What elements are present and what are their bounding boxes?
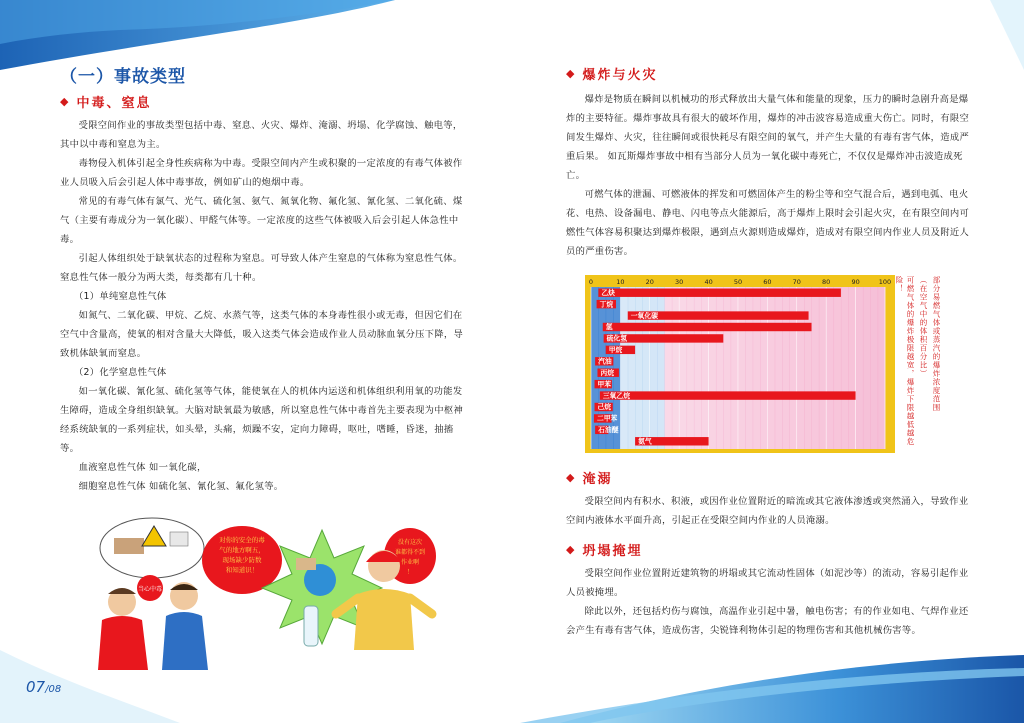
zone-band	[789, 287, 797, 449]
bar-label: 汽油	[598, 357, 612, 366]
zone-band	[687, 287, 695, 449]
cartoon-illustration	[92, 510, 462, 680]
worker-body	[162, 612, 208, 670]
zone-band	[819, 287, 827, 449]
bag-icon	[296, 558, 316, 570]
tick-label: 30	[675, 278, 684, 286]
subheading-label: 中毒、窒息	[76, 95, 152, 111]
bar-label: 三氧乙烷	[602, 391, 631, 400]
zone-band	[745, 287, 753, 449]
range-bar	[598, 289, 841, 297]
worker-body	[98, 616, 148, 670]
paragraph: 受限空间作业的事故类型包括中毒、窒息、火灾、爆炸、淹溺、坍塌、化学腐蚀、触电等，其中以中毒和窒息为主。	[60, 120, 463, 150]
svg-text:作业啊: 作业啊	[400, 559, 420, 566]
chart-note-line: 部分易燃气体或蒸汽的爆炸浓度范围	[932, 276, 941, 412]
list-heading: （2）化学窒息性气体	[73, 367, 167, 378]
zone-band	[694, 287, 702, 449]
zone-band	[591, 287, 599, 449]
subheading-explosion	[566, 62, 970, 84]
pipe-drawing	[114, 538, 144, 554]
paragraph: 可燃气体的泄漏、可燃液体的挥发和可燃固体产生的粉尘等和空气混合后，遇到电弧、电火花、电热、设备漏电、静电、闪电等点火能源后，高于爆炸上限时会引起火灾，在有限空间内可燃性气体容易积聚达到爆炸极限，遇到点火源则造成爆炸，造成对有限空间内作业人员及附近人员的严重伤害。	[566, 189, 970, 257]
right-column	[566, 62, 970, 261]
paragraph: 常见的有毒气体有氯气、光气、硫化氢、氨气、氮氧化物、氟化氢、氰化氢、二氧化硫、煤气（主要有毒成分为一氧化碳）、甲醛气体等。一定浓度的这些气体被吸入后会引起人体急性中毒。	[60, 196, 463, 245]
bar-label: 甲苯	[597, 380, 612, 389]
paragraph: 毒物侵入机体引起全身性疾病称为中毒。受限空间内产生或积聚的一定浓度的有毒气体被作业人员吸入后会引起人体中毒事故，例如矿山的炮烟中毒。	[60, 158, 463, 188]
paragraph: 血液窒息性气体 如一氧化碳，	[78, 462, 207, 473]
bottle-icon	[304, 606, 318, 646]
bar-label: 甲烷	[608, 346, 623, 355]
zone-band	[665, 287, 673, 449]
range-bar	[600, 391, 856, 399]
zone-band	[870, 287, 878, 449]
diamond-icon: ◆	[566, 542, 577, 556]
tick-label: 10	[616, 278, 625, 286]
zone-band	[716, 287, 724, 449]
zone-band	[782, 287, 790, 449]
zone-band	[613, 287, 621, 449]
bar-label: 一氧化碳	[630, 311, 658, 320]
subheading-poisoning	[60, 90, 465, 112]
zone-band	[679, 287, 687, 449]
diamond-icon: ◆	[566, 470, 577, 484]
page-number: 07/08	[26, 678, 62, 696]
svg-text:和知道识！: 和知道识！	[225, 566, 259, 574]
zone-band	[672, 287, 680, 449]
zone-band	[804, 287, 812, 449]
tick-label: 60	[763, 278, 772, 286]
zone-band	[834, 287, 842, 449]
paragraph: 细胞窒息性气体 如硫化氢、氰化氢、氟化氢等。	[78, 481, 284, 492]
zone-band	[753, 287, 761, 449]
paragraph: 如氮气、二氧化碳、甲烷、乙烷、水蒸气等，这类气体的本身毒性很小或无毒，但因它们在空气中含量高，使氧的相对含量大大降低，吸入这类气体会造成作业人员动脉血氧分压下降，导致机体缺氧而窒息。	[60, 310, 464, 359]
chart-note-line: （在空气中的体积百分比）	[919, 276, 928, 378]
right-column-lower	[566, 466, 970, 640]
tick-label: 50	[733, 278, 743, 286]
tick-label: 40	[704, 278, 713, 286]
zone-band	[701, 287, 709, 449]
chart-note-line: 可燃气体的爆炸极限越宽，爆炸下限越低越危险！	[895, 276, 915, 446]
svg-text:当心中毒: 当心中毒	[137, 586, 163, 593]
svg-text:没有这次: 没有这次	[397, 539, 423, 546]
worker-body	[354, 589, 414, 650]
svg-text:气的地方啊五，: 气的地方啊五，	[219, 546, 265, 554]
bar-label: 硫化氢	[606, 334, 628, 343]
zone-band	[620, 287, 628, 449]
zone-band	[760, 287, 768, 449]
paragraph: 引起人体组织处于缺氧状态的过程称为窒息。可导致人体产生窒息的气体称为窒息性气体。窒息性气体一般分为两大类，每类都有几十种。	[60, 253, 463, 283]
bubble1-text: 对你的安全的毒	[219, 536, 265, 544]
list-heading: （1）单纯窒息性气体	[73, 291, 167, 302]
left-column	[60, 62, 465, 496]
subheading-collapse	[566, 538, 970, 560]
subheading-drowning	[566, 466, 970, 488]
tick-label: 90	[851, 278, 860, 286]
bar-label: 氨气	[638, 437, 652, 446]
zone-band	[723, 287, 731, 449]
range-bar	[603, 323, 812, 331]
subheading-label: 爆炸与火灾	[582, 67, 658, 83]
svg-text:现场缺少防数: 现场缺少防数	[222, 556, 262, 564]
bar-label: 二甲苯	[596, 414, 618, 423]
tick-label: 0	[588, 278, 594, 286]
sign-board-icon	[170, 532, 188, 546]
zone-band	[826, 287, 834, 449]
subheading-label: 坍塌掩埋	[582, 543, 643, 559]
zone-band	[657, 287, 665, 449]
svg-text:！: ！	[406, 569, 414, 576]
paragraph: 爆炸是物质在瞬间以机械功的形式释放出大量气体和能量的现象，压力的瞬时急剧升高是爆炸的主要特征。爆炸事故具有很大的破坏作用，爆炸的冲击波容易造成重大伤亡。同时，有限空间发生爆炸、火灾，往往瞬间或很快耗尽有限空间的氧气，并产生大量的有毒有害气体，造成严重后果。 如瓦斯爆炸事故中相有当部分人员为一氧化碳中毒死亡，不仅仅是爆炸冲击波造成死亡。	[566, 94, 970, 181]
zone-band	[812, 287, 820, 449]
zone-band	[856, 287, 864, 449]
zone-band	[731, 287, 739, 449]
bar-label: 丙烷	[600, 368, 615, 377]
svg-text:谁都得不到: 谁都得不到	[394, 549, 426, 556]
section-title: （一）事故类型	[60, 67, 186, 87]
bar-label: 乙炔	[601, 288, 615, 297]
tick-label: 20	[645, 278, 654, 286]
bar-label: 石油醚	[598, 426, 619, 435]
zone-band	[709, 287, 717, 449]
zone-band	[767, 287, 775, 449]
paragraph: 受限空间内有积水、积液，或因作业位置附近的暗流或其它液体渗透或突然涌入，导致作业空间内液体水平面升高，引起正在受限空间内作业的人员淹溺。	[566, 496, 969, 526]
subheading-label: 淹溺	[582, 471, 613, 487]
bar-label: 丁烷	[599, 300, 614, 309]
bar-label: 己烷	[597, 403, 612, 412]
zone-band	[797, 287, 805, 449]
paragraph: 受限空间作业位置附近建筑物的坍塌或其它流动性固体（如泥沙等）的流动，容易引起作业人员被掩埋。	[566, 568, 969, 598]
tick-label: 70	[792, 278, 801, 286]
zone-band	[738, 287, 746, 449]
explosion-limits-chart	[585, 275, 895, 453]
zone-band	[863, 287, 871, 449]
paragraph: 除此以外，还包括灼伤与腐蚀，高温作业引起中暑，触电伤害；有的作业如电、气焊作业还会产生有毒有害气体，造成伤害，尖锐锋利物体引起的物理伤害和其他机械伤害等。	[566, 606, 969, 636]
tick-label: 80	[822, 278, 831, 286]
zone-band	[878, 287, 886, 449]
zone-band	[848, 287, 856, 449]
zone-band	[775, 287, 783, 449]
zone-band	[841, 287, 849, 449]
diamond-icon: ◆	[60, 94, 71, 108]
diamond-icon: ◆	[566, 66, 577, 80]
tick-label: 100	[878, 278, 892, 286]
chart-note	[895, 276, 942, 454]
bar-label: 氢	[605, 323, 613, 332]
paragraph: 如一氧化碳、氰化氢、硫化氢等气体，能使氧在人的机体内运送和机体组织利用氧的功能发生障碍，造成全身组织缺氧。大脑对缺氧最为敏感，所以窒息性气体中毒首先主要表现为中枢神经系统缺氧的一系列症状，如头晕，头痛，烦躁不安，定向力障碍，呕吐，嗜睡，昏迷，抽搐等。	[60, 386, 464, 454]
